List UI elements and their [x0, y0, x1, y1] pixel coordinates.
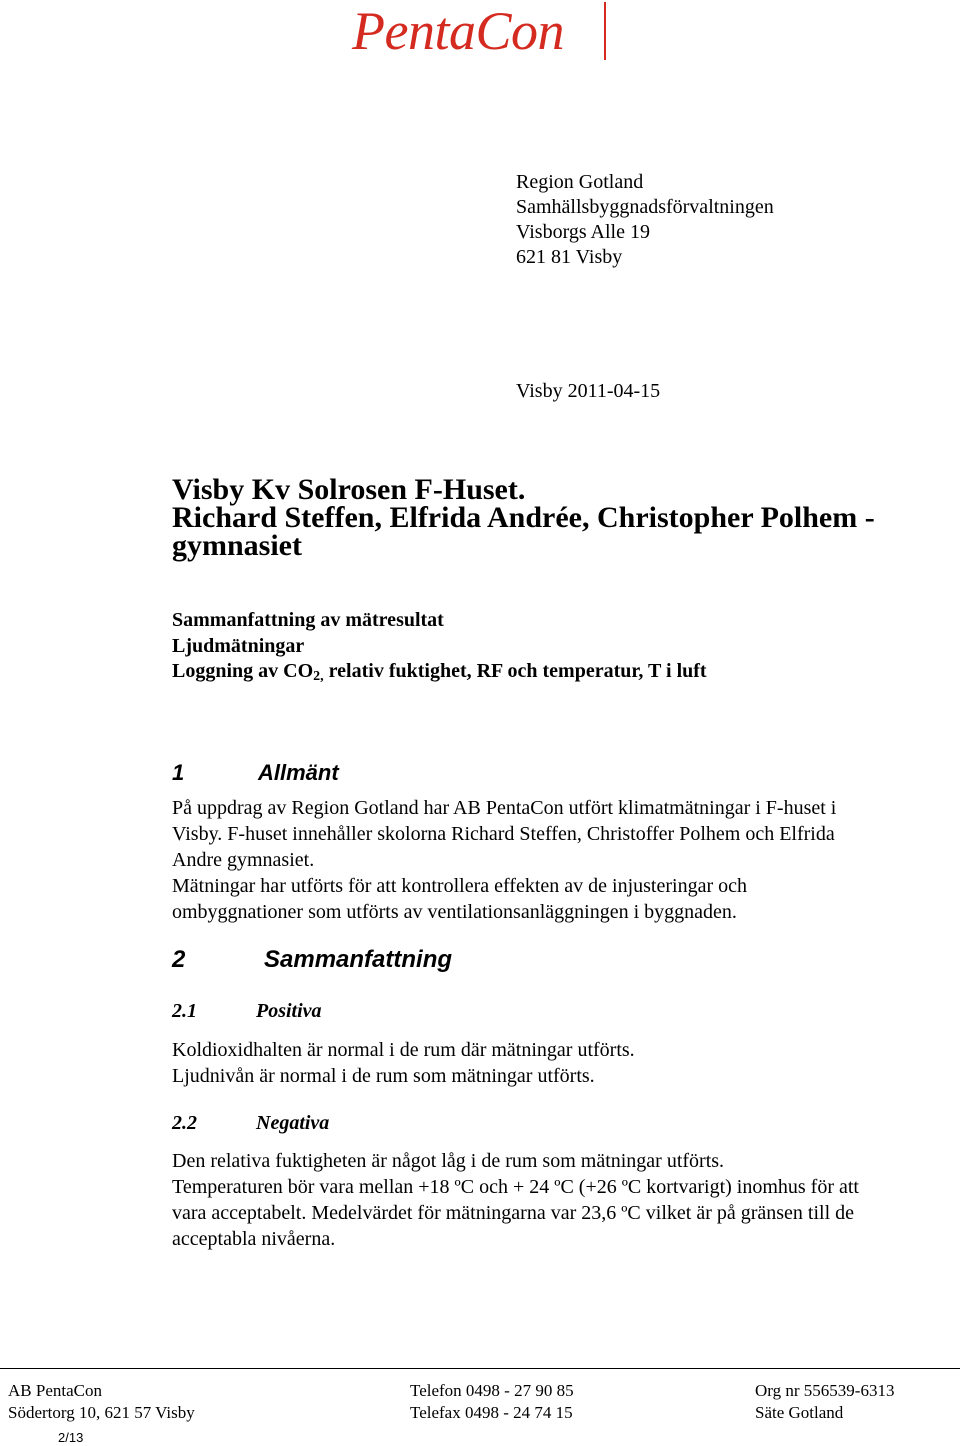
footer-fax: Telefax 0498 - 24 74 15 — [410, 1403, 573, 1422]
body-line: ombyggnationer som utförts av ventilationsanläggningen i byggnaden. — [172, 901, 737, 923]
section-number: 2.2 — [172, 1112, 197, 1134]
recipient-line: Samhällsbyggnadsförvaltningen — [516, 196, 774, 218]
body-line: Ljudnivån är normal i de rum som mätningar utförts. — [172, 1065, 595, 1087]
summary-line-co2 — [172, 659, 707, 685]
company-logo: PentaCon — [352, 1, 564, 61]
recipient-line: 621 81 Visby — [516, 246, 623, 268]
summary-co2-suffix: relativ fuktighet, RF och temperatur, T i luft — [323, 660, 707, 682]
title-line: Richard Steffen, Elfrida Andrée, Christopher Polhem - — [172, 501, 875, 534]
section-number: 1 — [172, 760, 185, 785]
page-number: 2/13 — [58, 1430, 84, 1445]
title-line: gymnasiet — [172, 529, 302, 562]
section-title: Negativa — [256, 1112, 330, 1134]
recipient-line: Visborgs Alle 19 — [516, 221, 650, 243]
section-number: 2.1 — [172, 1000, 197, 1022]
body-line: Koldioxidhalten är normal i de rum där mätningar utförts. — [172, 1039, 635, 1061]
section-2-2-heading — [172, 1112, 329, 1135]
body-line: Mätningar har utförts för att kontrollera effekten av de injusteringar och — [172, 875, 747, 897]
document-title — [172, 473, 892, 562]
logo-divider — [604, 2, 606, 60]
footer-divider — [0, 1368, 960, 1369]
section-1-heading — [172, 760, 339, 786]
section-number: 2 — [172, 946, 186, 973]
body-line: Den relativa fuktigheten är något låg i de rum som mätningar utförts. — [172, 1150, 725, 1172]
footer-seat: Säte Gotland — [755, 1403, 844, 1422]
title-line: Visby Kv Solrosen F-Huset. — [172, 473, 526, 506]
body-line: På uppdrag av Region Gotland har AB PentaCon utfört klimatmätningar i F-huset i — [172, 797, 837, 819]
section-title: Positiva — [256, 1000, 322, 1022]
section-1-body — [172, 795, 952, 925]
section-2-1-heading — [172, 1000, 322, 1023]
body-line: Temperaturen bör vara mellan +18 ºC och + 24 ºC (+26 ºC kortvarigt) inomhus för att — [172, 1176, 859, 1198]
footer-company: AB PentaCon — [8, 1381, 102, 1400]
section-title: Sammanfattning — [264, 946, 453, 973]
summary-line: Ljudmätningar — [172, 634, 305, 657]
body-line: Andre gymnasiet. — [172, 849, 315, 871]
recipient-address — [516, 170, 774, 270]
body-line: Visby. F-huset innehåller skolorna Richard Steffen, Christoffer Polhem och Elfrida — [172, 823, 835, 845]
section-2-1-body — [172, 1037, 952, 1089]
footer-org-number: Org nr 556539-6313 — [755, 1381, 895, 1400]
body-line: vara acceptabelt. Medelvärdet för mätningarna var 23,6 ºC vilket är på gränsen till de — [172, 1202, 855, 1224]
body-line: acceptabla nivåerna. — [172, 1228, 336, 1250]
summary-co2-subscript: 2, — [313, 669, 324, 684]
footer-phone: Telefon 0498 - 27 90 85 — [410, 1381, 574, 1400]
section-2-2-body — [172, 1148, 952, 1252]
section-2-heading — [172, 946, 452, 974]
document-date: Visby 2011-04-15 — [516, 380, 661, 402]
recipient-line: Region Gotland — [516, 171, 644, 193]
footer-address: Södertorg 10, 621 57 Visby — [8, 1403, 195, 1422]
summary-line: Sammanfattning av mätresultat — [172, 609, 444, 631]
summary-co2-prefix: Loggning av CO — [172, 660, 314, 682]
section-title: Allmänt — [258, 760, 339, 785]
summary-heading — [172, 608, 707, 685]
